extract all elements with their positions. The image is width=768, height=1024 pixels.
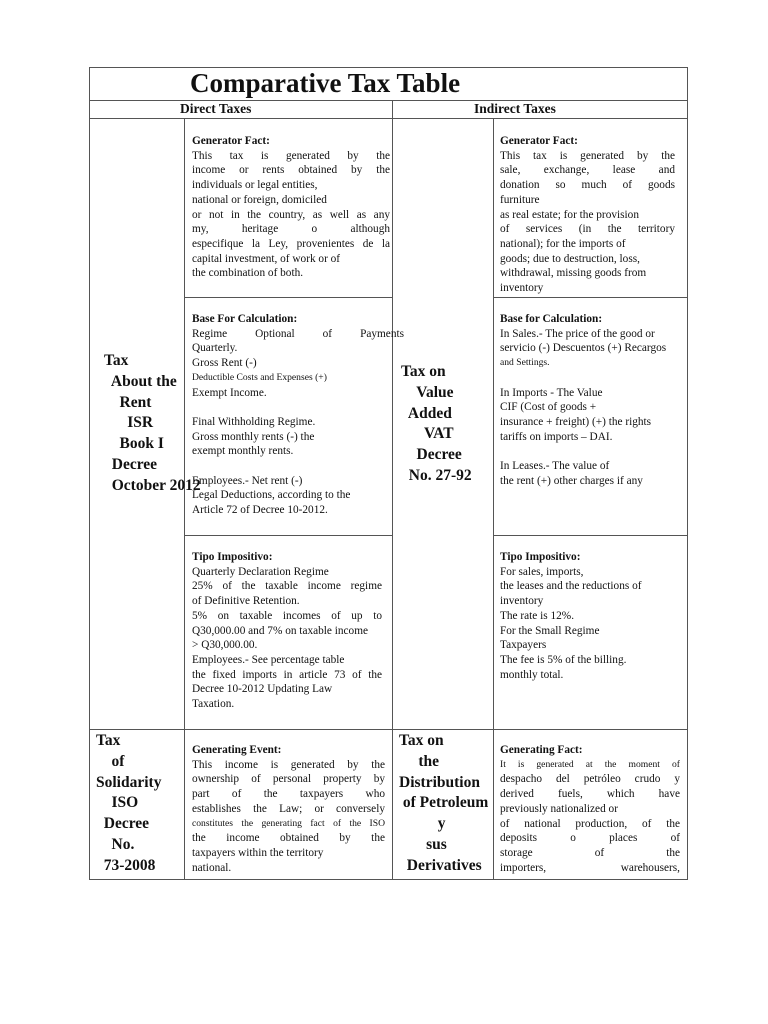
left-label-divider — [184, 118, 185, 880]
text-line: Deductible Costs and Expenses (+) — [192, 371, 327, 383]
text-line: especifique la Ley, provenientes de la — [192, 237, 390, 250]
vat-generator-cell — [500, 134, 675, 296]
text-line: income or rents obtained by the — [192, 164, 390, 177]
blank-line — [192, 459, 404, 474]
text-line: deposits o places of — [500, 832, 680, 845]
text-line: > Q30,000.00. — [192, 639, 258, 652]
text-line: Taxpayers — [500, 639, 547, 652]
vat-generator-heading: Generator Fact: — [500, 135, 578, 147]
text-line: tariffs on imports – DAI. — [500, 430, 613, 443]
row-divider-left-1 — [184, 297, 392, 298]
text-line: withdrawal, missing goods from — [500, 267, 647, 280]
text-line: The fee is 5% of the billing. — [500, 653, 627, 666]
isr-base-heading: Base For Calculation: — [192, 313, 298, 325]
text-line: Employees.- See percentage table — [192, 653, 345, 666]
text-line: storage of the — [500, 846, 680, 859]
text-line: part of the taxpayers who — [192, 788, 385, 801]
text-line: Quarterly. — [192, 342, 238, 355]
text-line: It is generated at the moment of — [500, 758, 680, 770]
text-line: For sales, imports, — [500, 565, 584, 578]
row-divider-right-2 — [493, 535, 688, 536]
text-line: 5% on taxable incomes of up to — [192, 609, 382, 622]
text-line: Final Withholding Regime. — [192, 415, 316, 428]
text-line: insurance + freight) (+) the rights — [500, 415, 652, 428]
text-line: Article 72 of Decree 10-2012. — [192, 504, 328, 517]
blank-line — [500, 371, 680, 386]
text-line: the income obtained by the — [192, 832, 385, 845]
vat-tipo-cell — [500, 550, 675, 682]
text-line: For the Small Regime — [500, 624, 600, 637]
text-line: establishes the Law; or conversely — [192, 802, 385, 815]
text-line: This income is generated by the — [192, 758, 385, 771]
text-line: exempt monthly rents. — [192, 445, 294, 458]
text-line: of services (in the territory — [500, 223, 675, 236]
column-header-direct: Direct Taxes — [180, 101, 252, 116]
vat-base-heading: Base for Calculation: — [500, 313, 603, 325]
text-line: inventory — [500, 595, 544, 608]
vat-tipo-heading: Tipo Impositivo: — [500, 551, 581, 563]
text-line: servicio (-) Descuentos (+) Recargos — [500, 342, 667, 355]
text-line: as real estate; for the provision — [500, 208, 639, 221]
text-line: This tax is generated by the — [192, 149, 390, 162]
text-line: constitutes the generating fact of the ISO — [192, 817, 385, 829]
text-line: Gross monthly rents (-) the — [192, 430, 315, 443]
text-line: In Sales.- The price of the good or — [500, 327, 655, 340]
text-line: and Settings. — [500, 357, 550, 369]
text-line: the fixed imports in article 73 of the — [192, 668, 382, 681]
title-divider — [89, 100, 688, 101]
text-line: Quarterly Declaration Regime — [192, 565, 329, 578]
text-line: individuals or legal entities, — [192, 179, 318, 192]
text-line: my, heritage o although — [192, 223, 390, 236]
isr-tipo-heading: Tipo Impositivo: — [192, 551, 273, 563]
text-line: capital investment, of work or of — [192, 252, 341, 265]
text-line: Legal Deductions, according to the — [192, 489, 351, 502]
text-line: the combination of both. — [192, 267, 304, 280]
text-line: national. — [192, 861, 232, 874]
text-line: national or foreign, domiciled — [192, 193, 327, 206]
text-line: the leases and the reductions of — [500, 580, 642, 593]
petroleum-generating-heading: Generating Fact: — [500, 744, 583, 756]
vat-base-cell — [500, 312, 680, 488]
iso-generating-heading: Generating Event: — [192, 744, 282, 756]
text-line: inventory — [500, 282, 544, 295]
text-line: national); for the imports of — [500, 237, 626, 250]
text-line: the rent (+) other charges if any — [500, 474, 643, 487]
isr-generator-heading: Generator Fact: — [192, 135, 270, 147]
text-line: In Imports - The Value — [500, 386, 603, 399]
text-line: of national production, of the — [500, 817, 680, 830]
text-line: Decree 10-2012 Updating Law — [192, 683, 333, 696]
text-line: CIF (Cost of goods + — [500, 401, 597, 414]
text-line: sale, exchange, lease and — [500, 164, 675, 177]
text-line: goods; due to destruction, loss, — [500, 252, 640, 265]
isr-base-cell — [192, 312, 404, 518]
column-header-indirect: Indirect Taxes — [474, 101, 556, 116]
text-line: importers, warehousers, — [500, 861, 680, 874]
text-line: monthly total. — [500, 668, 564, 681]
text-line: ownership of personal property by — [192, 773, 385, 786]
text-line: Exempt Income. — [192, 386, 267, 399]
text-line: Taxation. — [192, 698, 235, 711]
petroleum-generating-cell — [500, 743, 680, 875]
text-line: furniture — [500, 193, 540, 206]
text-line: previously nationalized or — [500, 802, 618, 815]
text-line: 25% of the taxable income regime — [192, 580, 382, 593]
text-line: Gross Rent (-) — [192, 357, 257, 370]
right-label-divider — [493, 118, 494, 880]
text-line: donation so much of goods — [500, 179, 675, 192]
text-line: Regime Optional of Payments — [192, 327, 404, 340]
header-divider — [89, 118, 688, 119]
text-line: taxpayers within the territory — [192, 846, 324, 859]
text-line: The rate is 12%. — [500, 609, 575, 622]
text-line: despacho del petróleo crudo y — [500, 773, 680, 786]
vat-label: Tax on Value Added VAT Decree No. 27-92 — [401, 363, 472, 484]
text-line: In Leases.- The value of — [500, 460, 610, 473]
petroleum-label: Tax on the Distribution of Petroleum y sus Derivatives — [399, 732, 489, 874]
blank-line — [500, 444, 680, 459]
iso-generating-cell — [192, 743, 385, 875]
text-line: derived fuels, which have — [500, 788, 680, 801]
page-title: Comparative Tax Table — [190, 68, 461, 98]
text-line: This tax is generated by the — [500, 149, 675, 162]
row-divider-left-2 — [184, 535, 392, 536]
isr-generator-cell — [192, 134, 390, 281]
text-line: Employees.- Net rent (-) — [192, 474, 303, 487]
iso-label: Tax of Solidarity ISO Decree No. 73-2008 — [96, 732, 162, 874]
section-divider — [89, 729, 688, 730]
text-line: or not in the country, as well as any — [192, 208, 390, 221]
isr-tipo-cell — [192, 550, 382, 712]
blank-line — [192, 400, 404, 415]
text-line: of Definitive Retention. — [192, 595, 300, 608]
row-divider-right-1 — [493, 297, 688, 298]
isr-label: Tax About the Rent ISR Book I Decree October 2012 — [104, 352, 201, 494]
text-line: Q30,000.00 and 7% on taxable income — [192, 624, 369, 637]
